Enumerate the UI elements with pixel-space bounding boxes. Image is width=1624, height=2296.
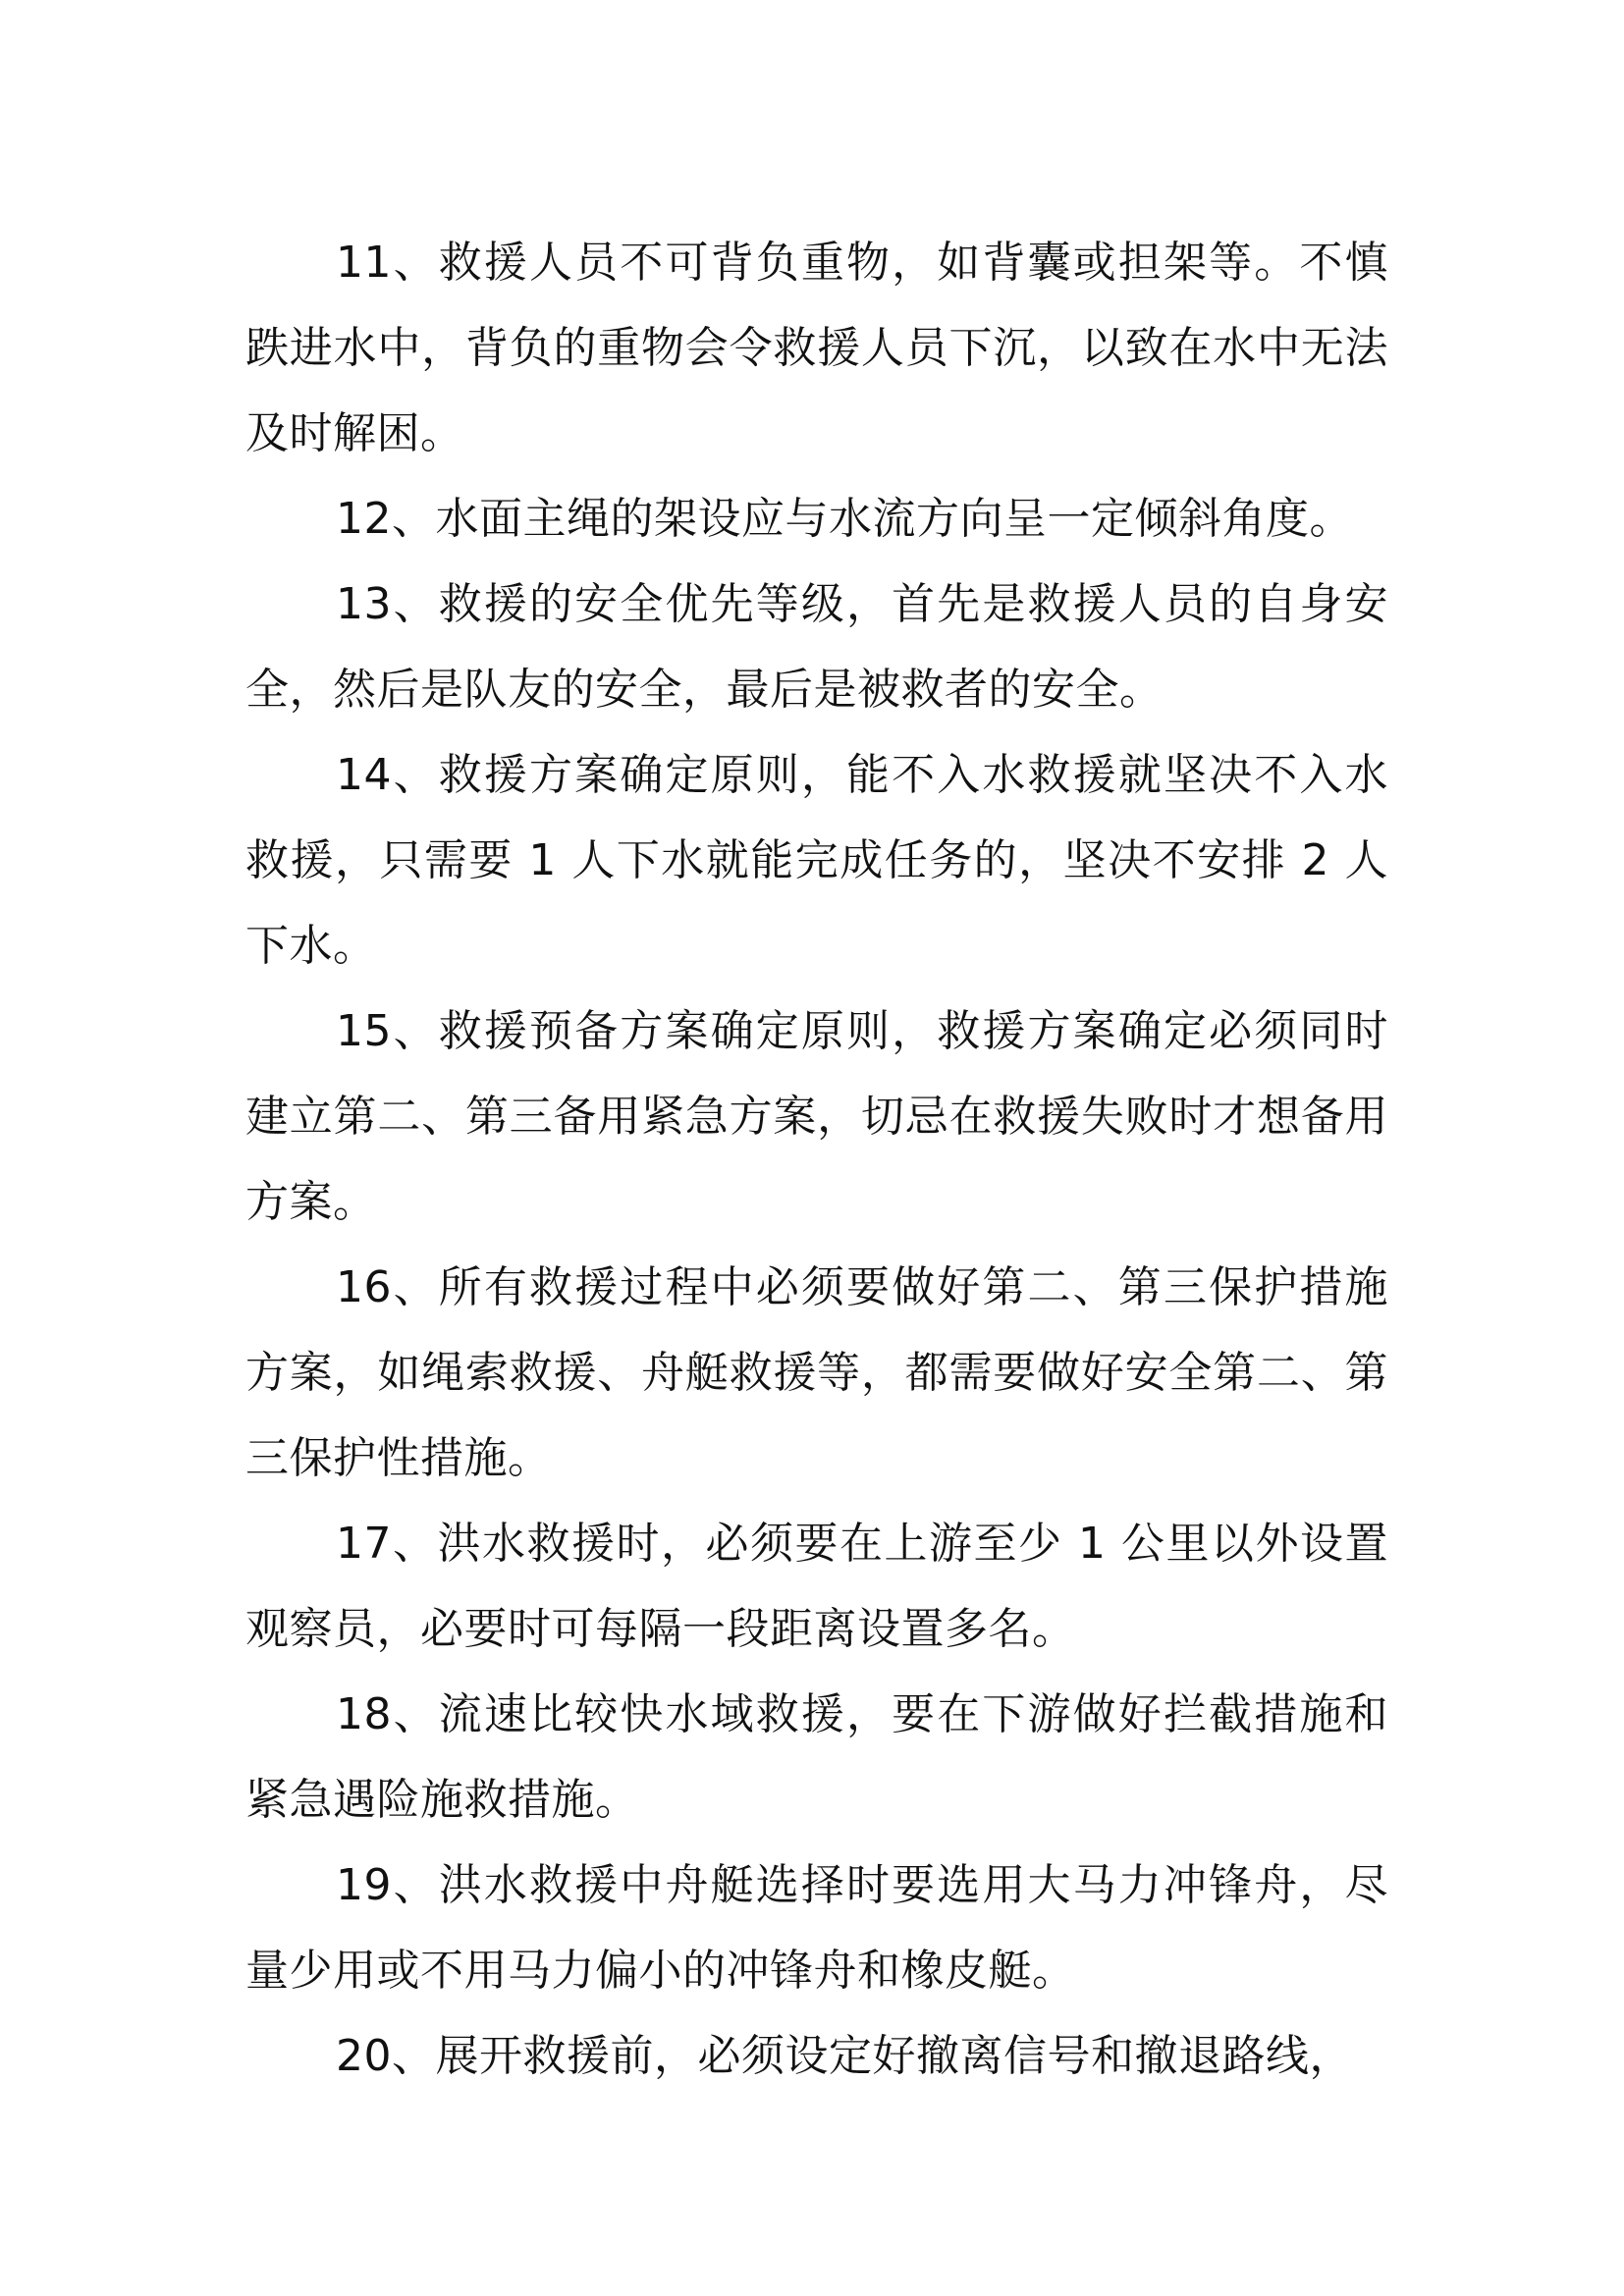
paragraph-11: 11、救援人员不可背负重物，如背囊或担架等。不慎跌进水中，背负的重物会令救援人员下沉，以致在水中无法及时解困。 bbox=[245, 238, 1388, 458]
paragraph-17: 17、洪水救援时，必须要在上游至少 1 公里以外设置观察员，必要时可每隔一段距离设置多名。 bbox=[245, 1519, 1388, 1654]
paragraph-20: 20、展开救援前，必须设定好撤离信号和撤退路线， bbox=[336, 2031, 1353, 2081]
document-body bbox=[245, 220, 1388, 2099]
paragraph-15: 15、救援预备方案确定原则，救援方案确定必须同时建立第二、第三备用紧急方案，切忌在救援失败时才想备用方案。 bbox=[245, 1006, 1388, 1227]
paragraph-12: 12、水面主绳的架设应与水流方向呈一定倾斜角度。 bbox=[336, 494, 1353, 544]
paragraph-18: 18、流速比较快水域救援，要在下游做好拦截措施和紧急遇险施救措施。 bbox=[245, 1689, 1388, 1825]
paragraph-19: 19、洪水救援中舟艇选择时要选用大马力冲锋舟，尽量少用或不用马力偏小的冲锋舟和橡皮艇。 bbox=[245, 1860, 1388, 1996]
paragraph-14: 14、救援方案确定原则，能不入水救援就坚决不入水救援，只需要 1 人下水就能完成任务的，坚决不安排 2 人下水。 bbox=[245, 750, 1388, 971]
paragraph-16: 16、所有救援过程中必须要做好第二、第三保护措施方案，如绳索救援、舟艇救援等，都需要做好安全第二、第三保护性措施。 bbox=[245, 1262, 1388, 1483]
paragraph-13: 13、救援的安全优先等级，首先是救援人员的自身安全，然后是队友的安全，最后是被救者的安全。 bbox=[245, 579, 1388, 715]
